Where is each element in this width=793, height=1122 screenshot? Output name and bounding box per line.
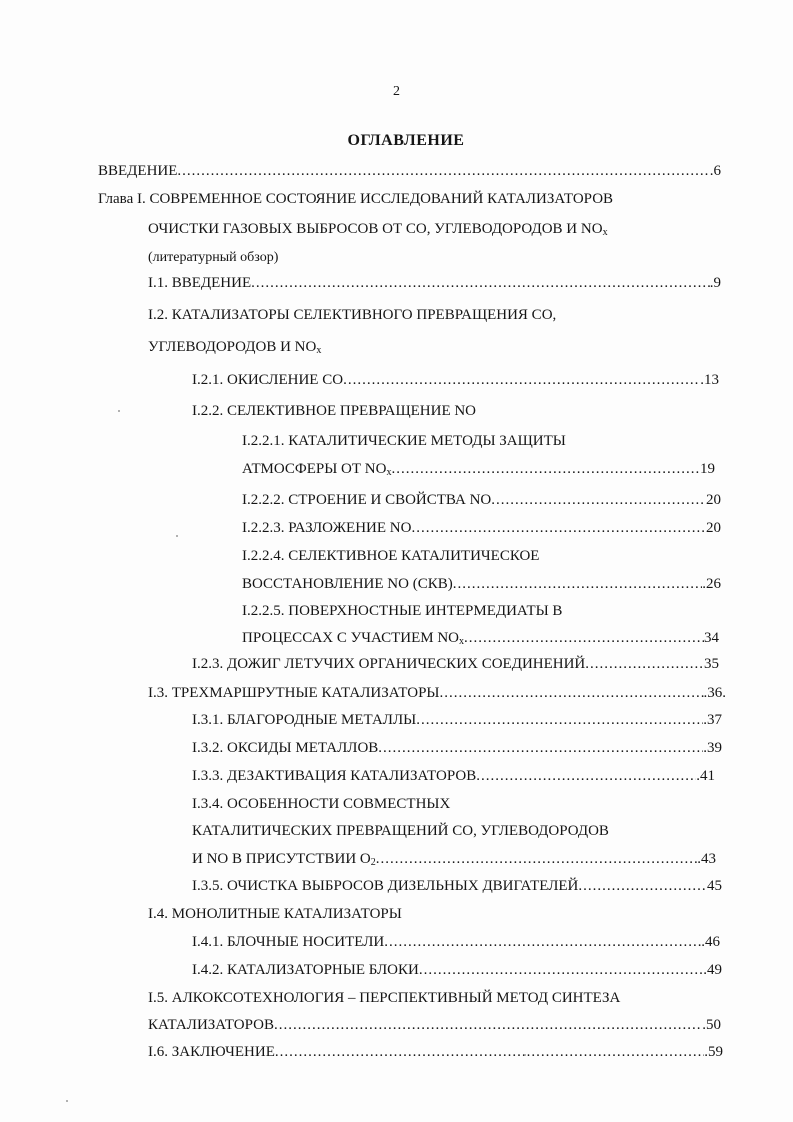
scan-speck (118, 410, 120, 412)
leader-dots (275, 1041, 704, 1063)
toc-label: I.2.3. ДОЖИГ ЛЕТУЧИХ ОРГАНИЧЕСКИХ СОЕДИНЕНИЙ (192, 656, 586, 672)
leader-dots (274, 1014, 702, 1036)
leader-dots (578, 875, 707, 897)
toc-label: I.4.2. КАТАЛИЗАТОРНЫЕ БЛОКИ (192, 962, 419, 978)
toc-entry-1-4-1 (192, 931, 720, 953)
toc-page: .39 (703, 740, 722, 756)
toc-label: I.2.1. ОКИСЛЕНИЕ CO (192, 372, 344, 388)
toc-label: I.3.2. ОКСИДЫ МЕТАЛЛОВ (192, 740, 379, 756)
leader-dots (343, 369, 700, 391)
scan-speck (66, 1100, 68, 1102)
leader-dots (585, 653, 704, 675)
toc-label: АТМОСФЕРЫ ОТ $NO_x$ (242, 461, 392, 478)
toc-entry-1-4-2 (192, 959, 722, 981)
toc-page: .26 (702, 576, 721, 592)
toc-entry-1-2-line1: I.2. КАТАЛИЗАТОРЫ СЕЛЕКТИВНОГО ПРЕВРАЩЕНИЯ CO, (148, 307, 557, 323)
toc-page: 20 (706, 520, 721, 536)
leader-dots (419, 959, 703, 981)
toc-page: 34 (704, 630, 719, 646)
toc-entry-1-2-2: I.2.2. СЕЛЕКТИВНОЕ ПРЕВРАЩЕНИЕ NO (192, 403, 477, 419)
toc-label: I.1. ВВЕДЕНИЕ (148, 275, 252, 291)
leader-dots (476, 765, 696, 787)
toc-label: I.3. ТРЕХМАРШРУТНЫЕ КАТАЛИЗАТОРЫ (148, 685, 440, 701)
toc-label: I.2.2.3. РАЗЛОЖЕНИЕ NO (242, 520, 412, 536)
toc-label: КАТАЛИЗАТОРОВ (148, 1017, 274, 1033)
toc-page: .37 (703, 712, 722, 728)
toc-entry-1-2-2-4-line1: I.2.2.4. СЕЛЕКТИВНОЕ КАТАЛИТИЧЕСКОЕ (242, 548, 540, 564)
leader-dots (411, 517, 706, 539)
leader-dots (378, 737, 703, 759)
toc-page: 35 (704, 656, 719, 672)
scan-speck (524, 1054, 526, 1056)
toc-page: .59 (704, 1044, 723, 1060)
toc-label: I.3.3. ДЕЗАКТИВАЦИЯ КАТАЛИЗАТОРОВ (192, 768, 477, 784)
toc-page: .50 (702, 1017, 721, 1033)
toc-entry-1-2-2-2 (242, 489, 721, 511)
toc-entry-intro (98, 160, 721, 182)
leader-dots (391, 458, 700, 480)
toc-entry-1-2-3 (192, 653, 719, 675)
chapter-heading-line1: Глава I. СОВРЕМЕННОЕ СОСТОЯНИЕ ИССЛЕДОВАНИЙ КАТАЛИЗАТОРОВ (98, 191, 614, 207)
toc-entry-1-2-2-1-line2 (242, 458, 715, 480)
toc-entry-1-4: I.4. МОНОЛИТНЫЕ КАТАЛИЗАТОРЫ (148, 906, 402, 922)
chapter-heading-line3: (литературный обзор) (148, 250, 279, 265)
toc-page: 19 (700, 461, 715, 477)
scan-speck (176, 535, 178, 537)
toc-label: I.2.2.2. СТРОЕНИЕ И СВОЙСТВА NO (242, 492, 492, 508)
page-number: 2 (393, 84, 400, 99)
leader-dots (491, 489, 706, 511)
toc-label: ВОССТАНОВЛЕНИЕ NO (СКВ) (242, 576, 453, 592)
toc-entry-1-2-2-4-line2 (242, 573, 721, 595)
leader-dots (251, 272, 710, 294)
toc-label: ПРОЦЕССАХ С УЧАСТИЕМ $NO_x$ (242, 630, 464, 647)
toc-entry-1-5-line1: I.5. АЛКОКСОТЕХНОЛОГИЯ – ПЕРСПЕКТИВНЫЙ МЕТОД СИНТЕЗА (148, 990, 621, 1006)
toc-label: I.4.1. БЛОЧНЫЕ НОСИТЕЛИ (192, 934, 385, 950)
toc-entry-1-1 (148, 272, 721, 294)
toc-label: I.3.1. БЛАГОРОДНЫЕ МЕТАЛЛЫ (192, 712, 417, 728)
leader-dots (384, 931, 701, 953)
toc-entry-1-2-2-1-line1: I.2.2.1. КАТАЛИТИЧЕСКИЕ МЕТОДЫ ЗАЩИТЫ (242, 433, 566, 449)
leader-dots (376, 848, 697, 870)
toc-entry-1-3-4-line3 (192, 848, 716, 870)
toc-entry-1-3-1 (192, 709, 722, 731)
toc-entry-1-3-5 (192, 875, 722, 897)
toc-label: I.3.5. ОЧИСТКА ВЫБРОСОВ ДИЗЕЛЬНЫХ ДВИГАТЕЛЕЙ (192, 878, 579, 894)
toc-page: .36. (703, 685, 726, 701)
leader-dots (453, 573, 703, 595)
toc-entry-1-3-4-line1: I.3.4. ОСОБЕННОСТИ СОВМЕСТНЫХ (192, 796, 451, 812)
toc-entry-1-5-line2 (148, 1014, 721, 1036)
toc-page: .6 (709, 163, 721, 179)
leader-dots (177, 160, 709, 182)
toc-page: 20 (706, 492, 721, 508)
toc-entry-1-3 (148, 682, 726, 704)
toc-entry-1-6 (148, 1041, 723, 1063)
leader-dots (440, 682, 704, 704)
toc-page: .13 (700, 372, 719, 388)
toc-page: .41 (696, 768, 715, 784)
toc-page: .46 (701, 934, 720, 950)
toc-entry-1-2-1 (192, 369, 719, 391)
toc-entry-1-3-3 (192, 765, 715, 787)
toc-page: .43 (697, 851, 716, 867)
toc-entry-1-2-2-5-line1: I.2.2.5. ПОВЕРХНОСТНЫЕ ИНТЕРМЕДИАТЫ В (242, 603, 563, 619)
chapter-heading-line2: ОЧИСТКИ ГАЗОВЫХ ВЫБРОСОВ ОТ СО, УГЛЕВОДОРОДОВ И $NO_x$ (148, 221, 608, 238)
toc-page: .49 (703, 962, 722, 978)
toc-label: ВВЕДЕНИЕ (98, 163, 178, 179)
leader-dots (464, 627, 704, 649)
toc-entry-1-3-2 (192, 737, 722, 759)
toc-entry-1-3-4-line2: КАТАЛИТИЧЕСКИХ ПРЕВРАЩЕНИЙ СО, УГЛЕВОДОРОДОВ (192, 823, 609, 839)
toc-title: ОГЛАВЛЕНИЕ (347, 132, 465, 149)
toc-entry-1-2-2-3 (242, 517, 721, 539)
toc-label: I.6. ЗАКЛЮЧЕНИЕ (148, 1044, 275, 1060)
leader-dots (416, 709, 703, 731)
toc-page: .9 (709, 275, 721, 291)
toc-entry-1-2-line2: УГЛЕВОДОРОДОВ И $NO_x$ (148, 339, 322, 356)
toc-page: 45 (707, 878, 722, 894)
toc-entry-1-2-2-5-line2 (242, 627, 719, 649)
toc-label: И NO В ПРИСУТСТВИИ $O_2$ (192, 851, 376, 868)
